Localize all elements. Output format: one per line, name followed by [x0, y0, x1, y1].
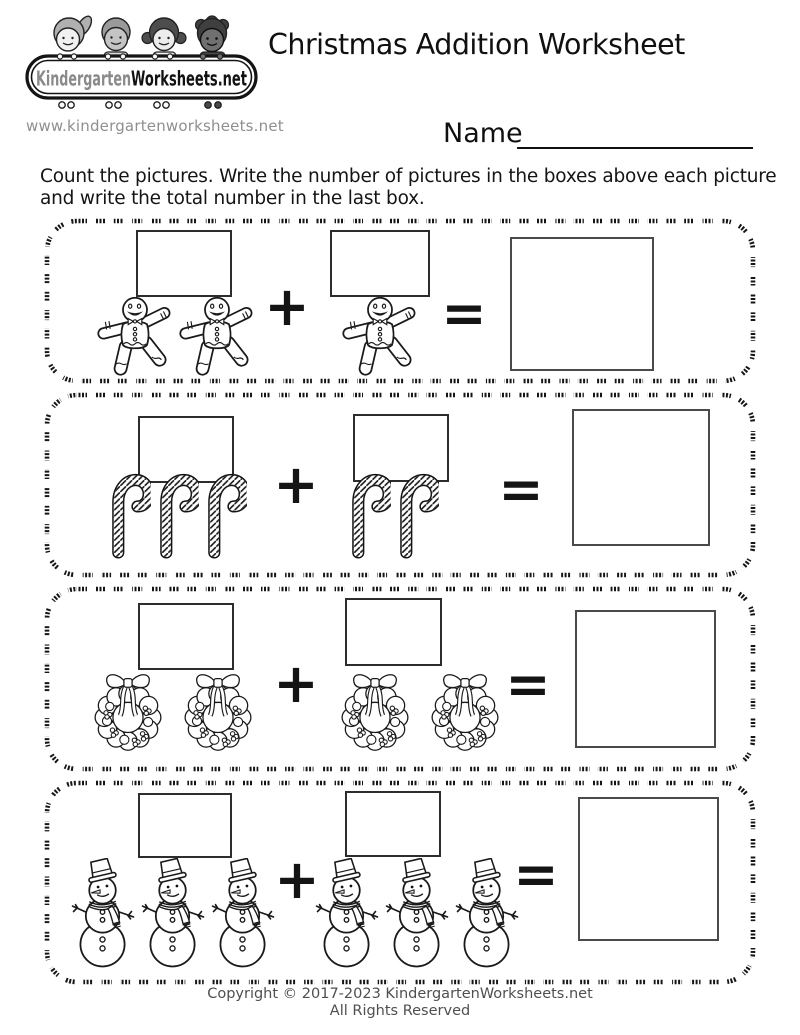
footer: [0, 986, 800, 1021]
count-box-addend2[interactable]: [330, 230, 430, 297]
equals-sign: =: [505, 653, 551, 716]
sum-box[interactable]: [575, 610, 716, 748]
addend2-pictures: [314, 858, 521, 968]
name-label: Name: [443, 118, 523, 149]
addend2-pictures: [348, 473, 439, 559]
candy-cane-icon: [348, 473, 391, 559]
copyright-line: Copyright © 2017-2023 KindergartenWorksheets.net: [207, 986, 593, 1002]
sum-box[interactable]: [572, 409, 710, 546]
addend1-pictures: [70, 858, 277, 968]
plus-sign: +: [264, 275, 310, 338]
candy-cane-icon: [204, 473, 247, 559]
wreath-icon: [174, 669, 262, 753]
count-box-addend2[interactable]: [345, 598, 442, 666]
page-title: Christmas Addition Worksheet: [268, 28, 685, 61]
count-box-addend1[interactable]: [136, 230, 232, 297]
gingerbread-man-icon: [178, 297, 256, 377]
kindergarten-worksheets-logo: [24, 12, 259, 116]
instructions-text: Count the pictures. Write the number of pictures in the boxes above each picture and write the total number in the last box.: [40, 166, 777, 209]
name-blank-line[interactable]: [517, 118, 753, 149]
equals-sign: =: [513, 843, 559, 906]
candy-cane-icon: [396, 473, 439, 559]
problem-row-snowman: [44, 780, 756, 985]
gingerbread-man-icon: [341, 297, 419, 377]
snowman-icon: [70, 858, 137, 968]
snowman-icon: [384, 858, 451, 968]
gingerbread-man-icon: [96, 297, 174, 377]
sum-box[interactable]: [510, 237, 654, 371]
wreath-icon: [421, 669, 509, 753]
equals-sign: =: [498, 458, 544, 521]
candy-cane-icon: [108, 473, 151, 559]
wreath-icon: [84, 669, 172, 753]
count-box-addend2[interactable]: [345, 791, 441, 857]
rights-line: All Rights Reserved: [329, 1003, 471, 1020]
plus-sign: +: [274, 848, 320, 911]
equals-sign: =: [441, 282, 487, 345]
addend1-pictures: [108, 473, 247, 559]
problem-row-wreath: [44, 586, 756, 772]
snowman-icon: [210, 858, 277, 968]
candy-cane-icon: [156, 473, 199, 559]
plus-sign: +: [273, 453, 319, 516]
count-box-addend2[interactable]: [353, 414, 449, 482]
problem-row-candy-cane: [44, 392, 756, 578]
addend2-pictures: [341, 297, 419, 377]
problem-row-gingerbread: [44, 218, 756, 384]
count-box-addend1[interactable]: [138, 793, 232, 858]
addend1-pictures: [96, 297, 256, 377]
wreath-icon: [331, 669, 419, 753]
snowman-icon: [314, 858, 381, 968]
plus-sign: +: [273, 652, 319, 715]
addend2-pictures: [331, 669, 509, 753]
site-url: www.kindergartenworksheets.net: [26, 117, 284, 135]
count-box-addend1[interactable]: [138, 603, 234, 670]
sum-box[interactable]: [578, 797, 719, 941]
addend1-pictures: [84, 669, 262, 753]
snowman-icon: [140, 858, 207, 968]
